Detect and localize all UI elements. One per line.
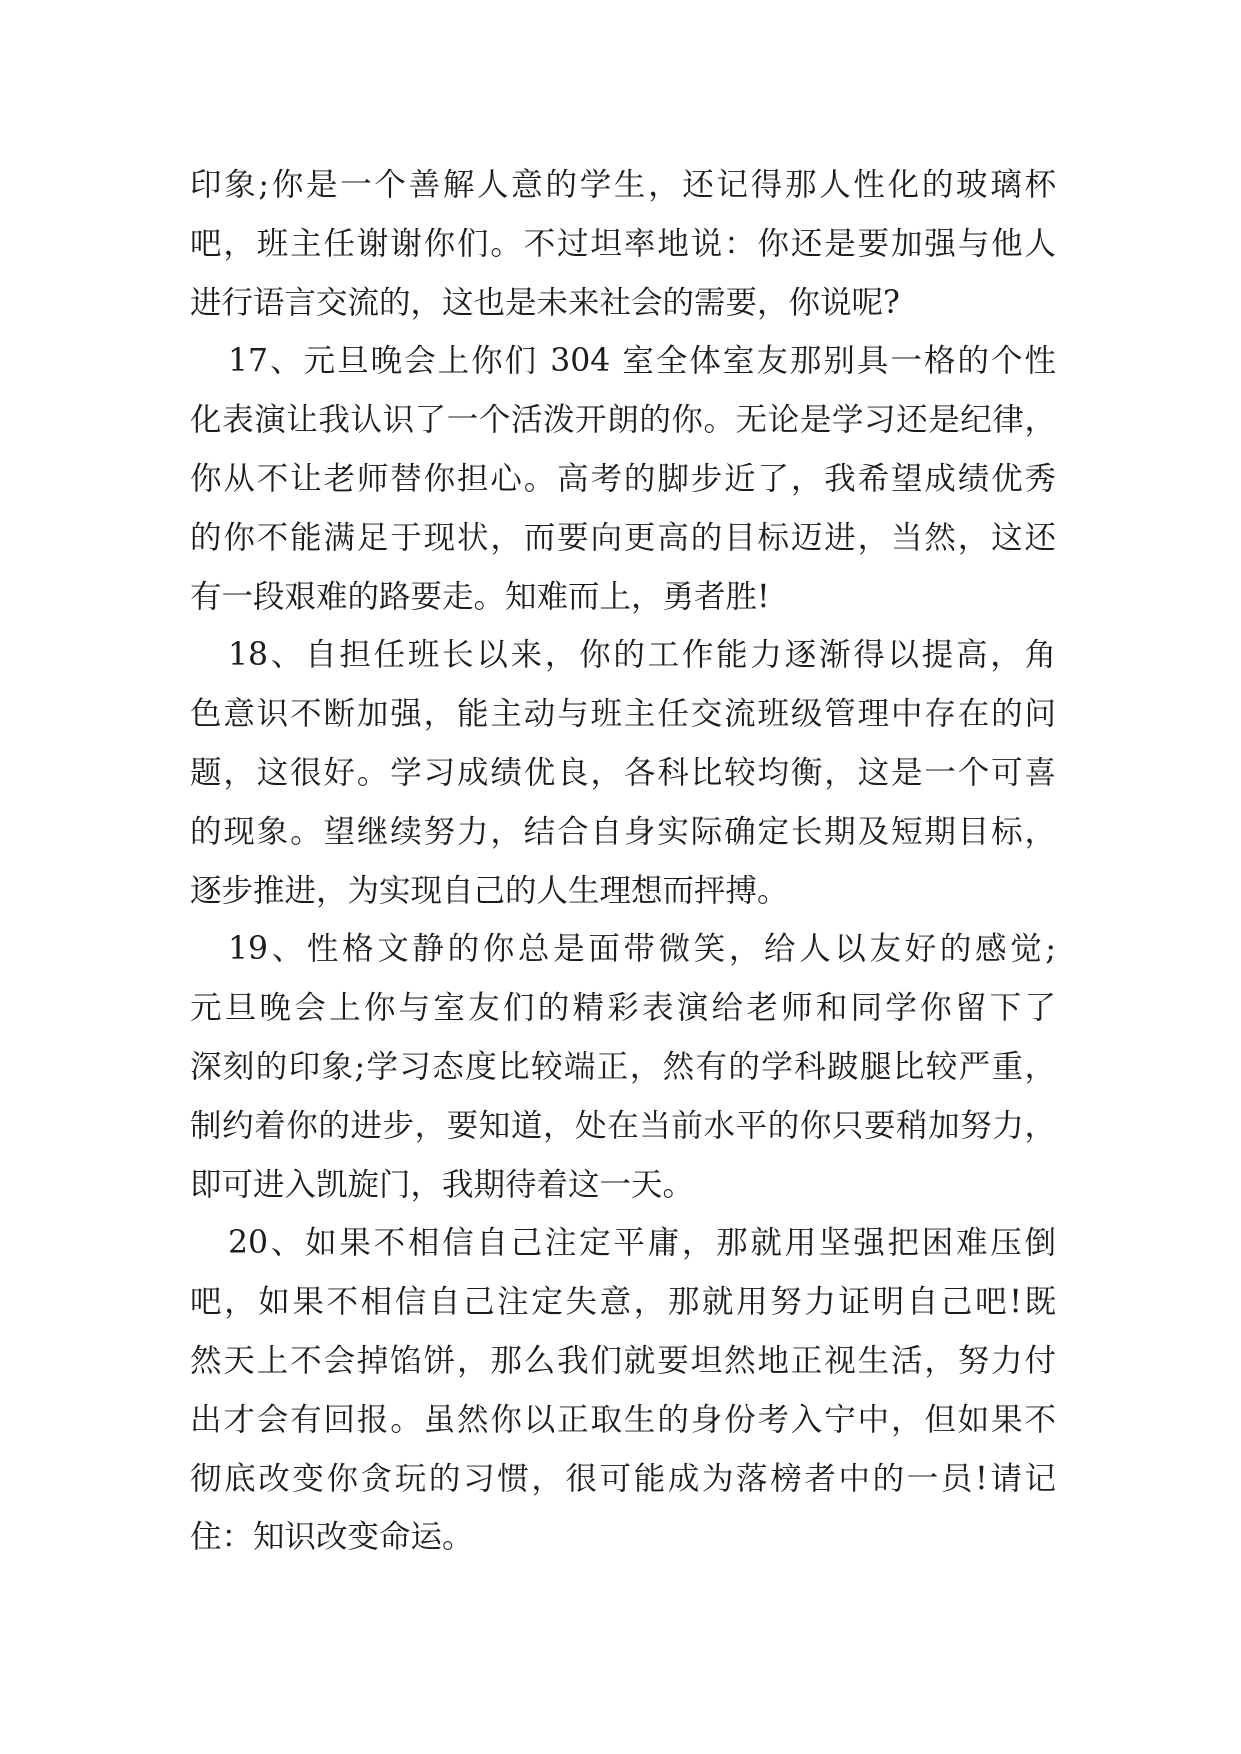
text-line: 然天上不会掉馅饼，那么我们就要坦然地正视生活，努力付 [190, 1342, 1056, 1379]
text-line: 17、元旦晚会上你们 304 室全体室友那别具一格的个性 [228, 343, 1056, 380]
text-line: 制约着你的进步，要知道，处在当前水平的你只要稍加努力， [190, 1107, 1056, 1144]
text-line: 进行语言交流的，这也是未来社会的需要，你说呢? [190, 284, 900, 321]
paragraph-continuation [190, 156, 1056, 332]
text-line: 色意识不断加强，能主动与班主任交流班级管理中存在的问 [190, 696, 1056, 733]
text-line: 即可进入凯旋门，我期待着这一天。 [190, 1166, 695, 1203]
text-line: 住：知识改变命运。 [190, 1519, 474, 1556]
text-line: 深刻的印象;学习态度比较端正，然有的学科跛腿比较严重， [190, 1048, 1056, 1085]
paragraph-18 [190, 626, 1056, 920]
text-line: 你从不让老师替你担心。高考的脚步近了，我希望成绩优秀 [190, 460, 1056, 497]
text-line: 彻底改变你贪玩的习惯，很可能成为落榜者中的一员!请记 [190, 1460, 1056, 1497]
text-line: 的你不能满足于现状，而要向更高的目标迈进，当然，这还 [190, 519, 1056, 556]
text-line: 吧，班主任谢谢你们。不过坦率地说：你还是要加强与他人 [190, 225, 1056, 262]
body-text [190, 156, 1056, 1567]
text-line: 题，这很好。学习成绩优良，各科比较均衡，这是一个可喜 [190, 754, 1056, 791]
text-line: 19、性格文静的你总是面带微笑，给人以友好的感觉; [228, 931, 1056, 968]
paragraph-19 [190, 920, 1056, 1214]
text-line: 有一段艰难的路要走。知难而上，勇者胜! [190, 578, 770, 615]
paragraph-17 [190, 332, 1056, 626]
text-line: 吧，如果不相信自己注定失意，那就用努力证明自己吧!既 [190, 1284, 1056, 1321]
text-line: 逐步推进，为实现自己的人生理想而抨搏。 [190, 872, 789, 909]
text-line: 印象;你是一个善解人意的学生，还记得那人性化的玻璃杯 [190, 167, 1056, 203]
paragraph-20 [190, 1214, 1056, 1567]
text-line: 18、自担任班长以来，你的工作能力逐渐得以提高，角 [228, 637, 1056, 674]
text-line: 20、如果不相信自己注定平庸，那就用坚强把困难压倒 [228, 1225, 1056, 1262]
text-line: 的现象。望继续努力，结合自身实际确定长期及短期目标， [190, 813, 1056, 850]
text-line: 元旦晚会上你与室友们的精彩表演给老师和同学你留下了 [190, 990, 1056, 1027]
text-line: 出才会有回报。虽然你以正取生的身份考入宁中，但如果不 [190, 1401, 1056, 1438]
text-line: 化表演让我认识了一个活泼开朗的你。无论是学习还是纪律， [190, 402, 1056, 439]
